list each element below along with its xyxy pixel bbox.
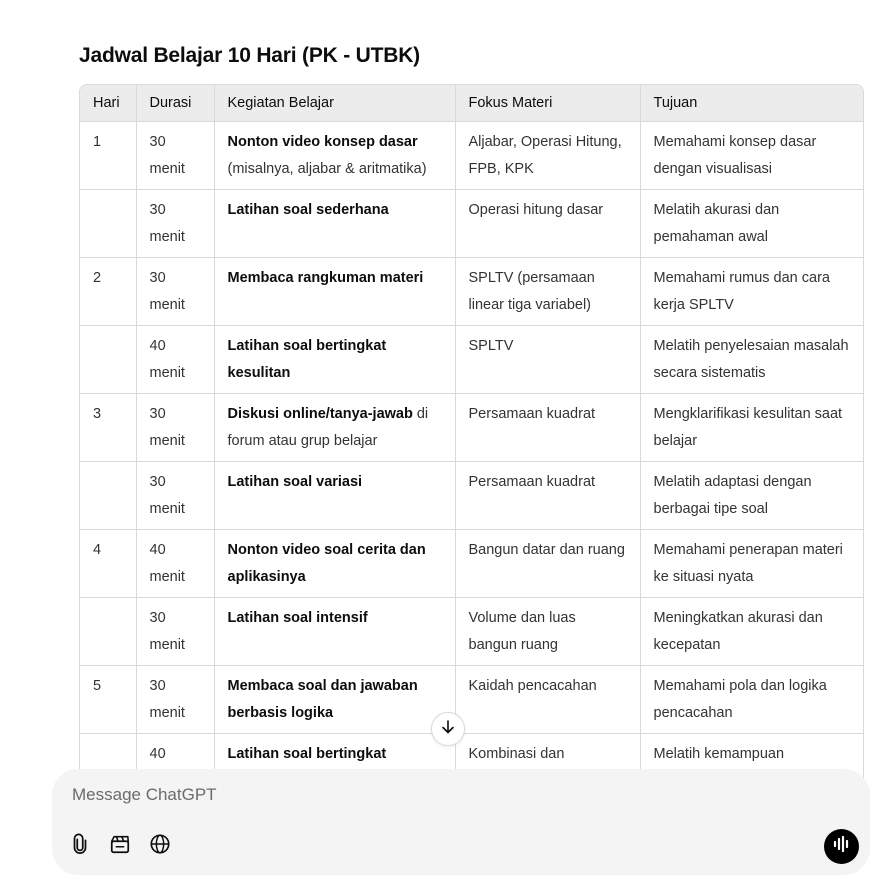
table-row: [80, 462, 863, 530]
search-web-button[interactable]: [146, 832, 174, 860]
activity-title: Latihan soal bertingkat: [227, 746, 387, 762]
cell-day: 1: [80, 122, 136, 190]
cell-day: 3: [80, 394, 136, 462]
media-button[interactable]: [106, 832, 134, 860]
cell-activity: [214, 666, 455, 734]
activity-title: Nonton video soal cerita dan aplikasinya: [227, 542, 426, 585]
header-fokus: Fokus Materi: [455, 85, 640, 122]
cell-goal: Melatih kemampuan: [640, 734, 863, 802]
cell-focus: Operasi hitung dasar: [455, 190, 640, 258]
voice-waveform-icon: [832, 834, 852, 859]
cell-goal: Mengklarifikasi kesulitan saat belajar: [640, 394, 863, 462]
activity-title: Membaca rangkuman materi: [227, 270, 424, 286]
cell-goal: Memahami pola dan logika pencacahan: [640, 666, 863, 734]
activity-title: Nonton video konsep dasar: [227, 134, 418, 150]
table-row: [80, 122, 863, 190]
table-row: [80, 530, 863, 598]
cell-activity: [214, 530, 455, 598]
cell-activity: [214, 326, 455, 394]
cell-duration: 30 menit: [136, 598, 214, 666]
cell-duration: 30 menit: [136, 666, 214, 734]
cell-focus: Persamaan kuadrat: [455, 394, 640, 462]
attach-button[interactable]: [66, 832, 94, 860]
cell-day: 5: [80, 666, 136, 734]
cell-day: [80, 462, 136, 530]
cell-focus: SPLTV (persamaan linear tiga variabel): [455, 258, 640, 326]
table-row: [80, 258, 863, 326]
table-row: [80, 190, 863, 258]
cell-focus: Bangun datar dan ruang: [455, 530, 640, 598]
cell-focus: SPLTV: [455, 326, 640, 394]
table-row: [80, 394, 863, 462]
cell-goal: Memahami penerapan materi ke situasi nyata: [640, 530, 863, 598]
page-title: Jadwal Belajar 10 Hari (PK - UTBK): [79, 44, 420, 67]
cell-activity: [214, 394, 455, 462]
cell-day: 4: [80, 530, 136, 598]
schedule-table: [79, 84, 864, 802]
cell-duration: 40 menit: [136, 530, 214, 598]
activity-title: Diskusi online/tanya-jawab: [227, 406, 413, 422]
message-input[interactable]: Message ChatGPT: [72, 785, 217, 804]
cell-goal: Melatih adaptasi dengan berbagai tipe soal: [640, 462, 863, 530]
cell-day: [80, 326, 136, 394]
cell-day: [80, 190, 136, 258]
cell-activity: [214, 462, 455, 530]
cell-duration: 40 menit: [136, 326, 214, 394]
cell-duration: 30 menit: [136, 258, 214, 326]
cell-goal: Melatih penyelesaian masalah secara sistematis: [640, 326, 863, 394]
cell-day: 2: [80, 258, 136, 326]
header-durasi: Durasi: [136, 85, 214, 122]
cell-goal: Melatih akurasi dan pemahaman awal: [640, 190, 863, 258]
cell-goal: Meningkatkan akurasi dan kecepatan: [640, 598, 863, 666]
table-row: [80, 666, 863, 734]
cell-activity: [214, 258, 455, 326]
table-row: [80, 326, 863, 394]
cell-activity: [214, 598, 455, 666]
arrow-down-icon: [440, 719, 456, 740]
cell-duration: 30 menit: [136, 462, 214, 530]
clapperboard-icon: [109, 833, 131, 860]
cell-focus: Volume dan luas bangun ruang: [455, 598, 640, 666]
cell-focus: Aljabar, Operasi Hitung, FPB, KPK: [455, 122, 640, 190]
voice-mode-button[interactable]: [824, 829, 859, 864]
message-composer: [52, 769, 870, 875]
scroll-down-button[interactable]: [431, 712, 465, 746]
activity-title: Latihan soal intensif: [227, 610, 368, 626]
paperclip-icon: [69, 833, 91, 860]
cell-goal: Memahami rumus dan cara kerja SPLTV: [640, 258, 863, 326]
header-hari: Hari: [80, 85, 136, 122]
activity-title: Latihan soal bertingkat kesulitan: [227, 338, 387, 381]
activity-title: Latihan soal sederhana: [227, 202, 389, 218]
cell-day: [80, 598, 136, 666]
cell-activity: [214, 122, 455, 190]
cell-duration: 40: [136, 734, 214, 802]
cell-activity: [214, 190, 455, 258]
cell-duration: 30 menit: [136, 122, 214, 190]
activity-detail: di forum atau grup belajar: [227, 406, 429, 449]
cell-focus: Persamaan kuadrat: [455, 462, 640, 530]
cell-duration: 30 menit: [136, 394, 214, 462]
header-tujuan: Tujuan: [640, 85, 863, 122]
globe-icon: [149, 833, 171, 860]
activity-title: Latihan soal variasi: [227, 474, 363, 490]
header-kegiatan: Kegiatan Belajar: [214, 85, 455, 122]
table-row: [80, 598, 863, 666]
table-header-row: [80, 85, 863, 122]
cell-focus: Kaidah pencacahan: [455, 666, 640, 734]
cell-focus: Kombinasi dan: [455, 734, 640, 802]
activity-detail: (misalnya, aljabar & aritmatika): [227, 160, 427, 177]
cell-goal: Memahami konsep dasar dengan visualisasi: [640, 122, 863, 190]
activity-title: Membaca soal dan jawaban berbasis logika: [227, 678, 418, 721]
cell-duration: 30 menit: [136, 190, 214, 258]
